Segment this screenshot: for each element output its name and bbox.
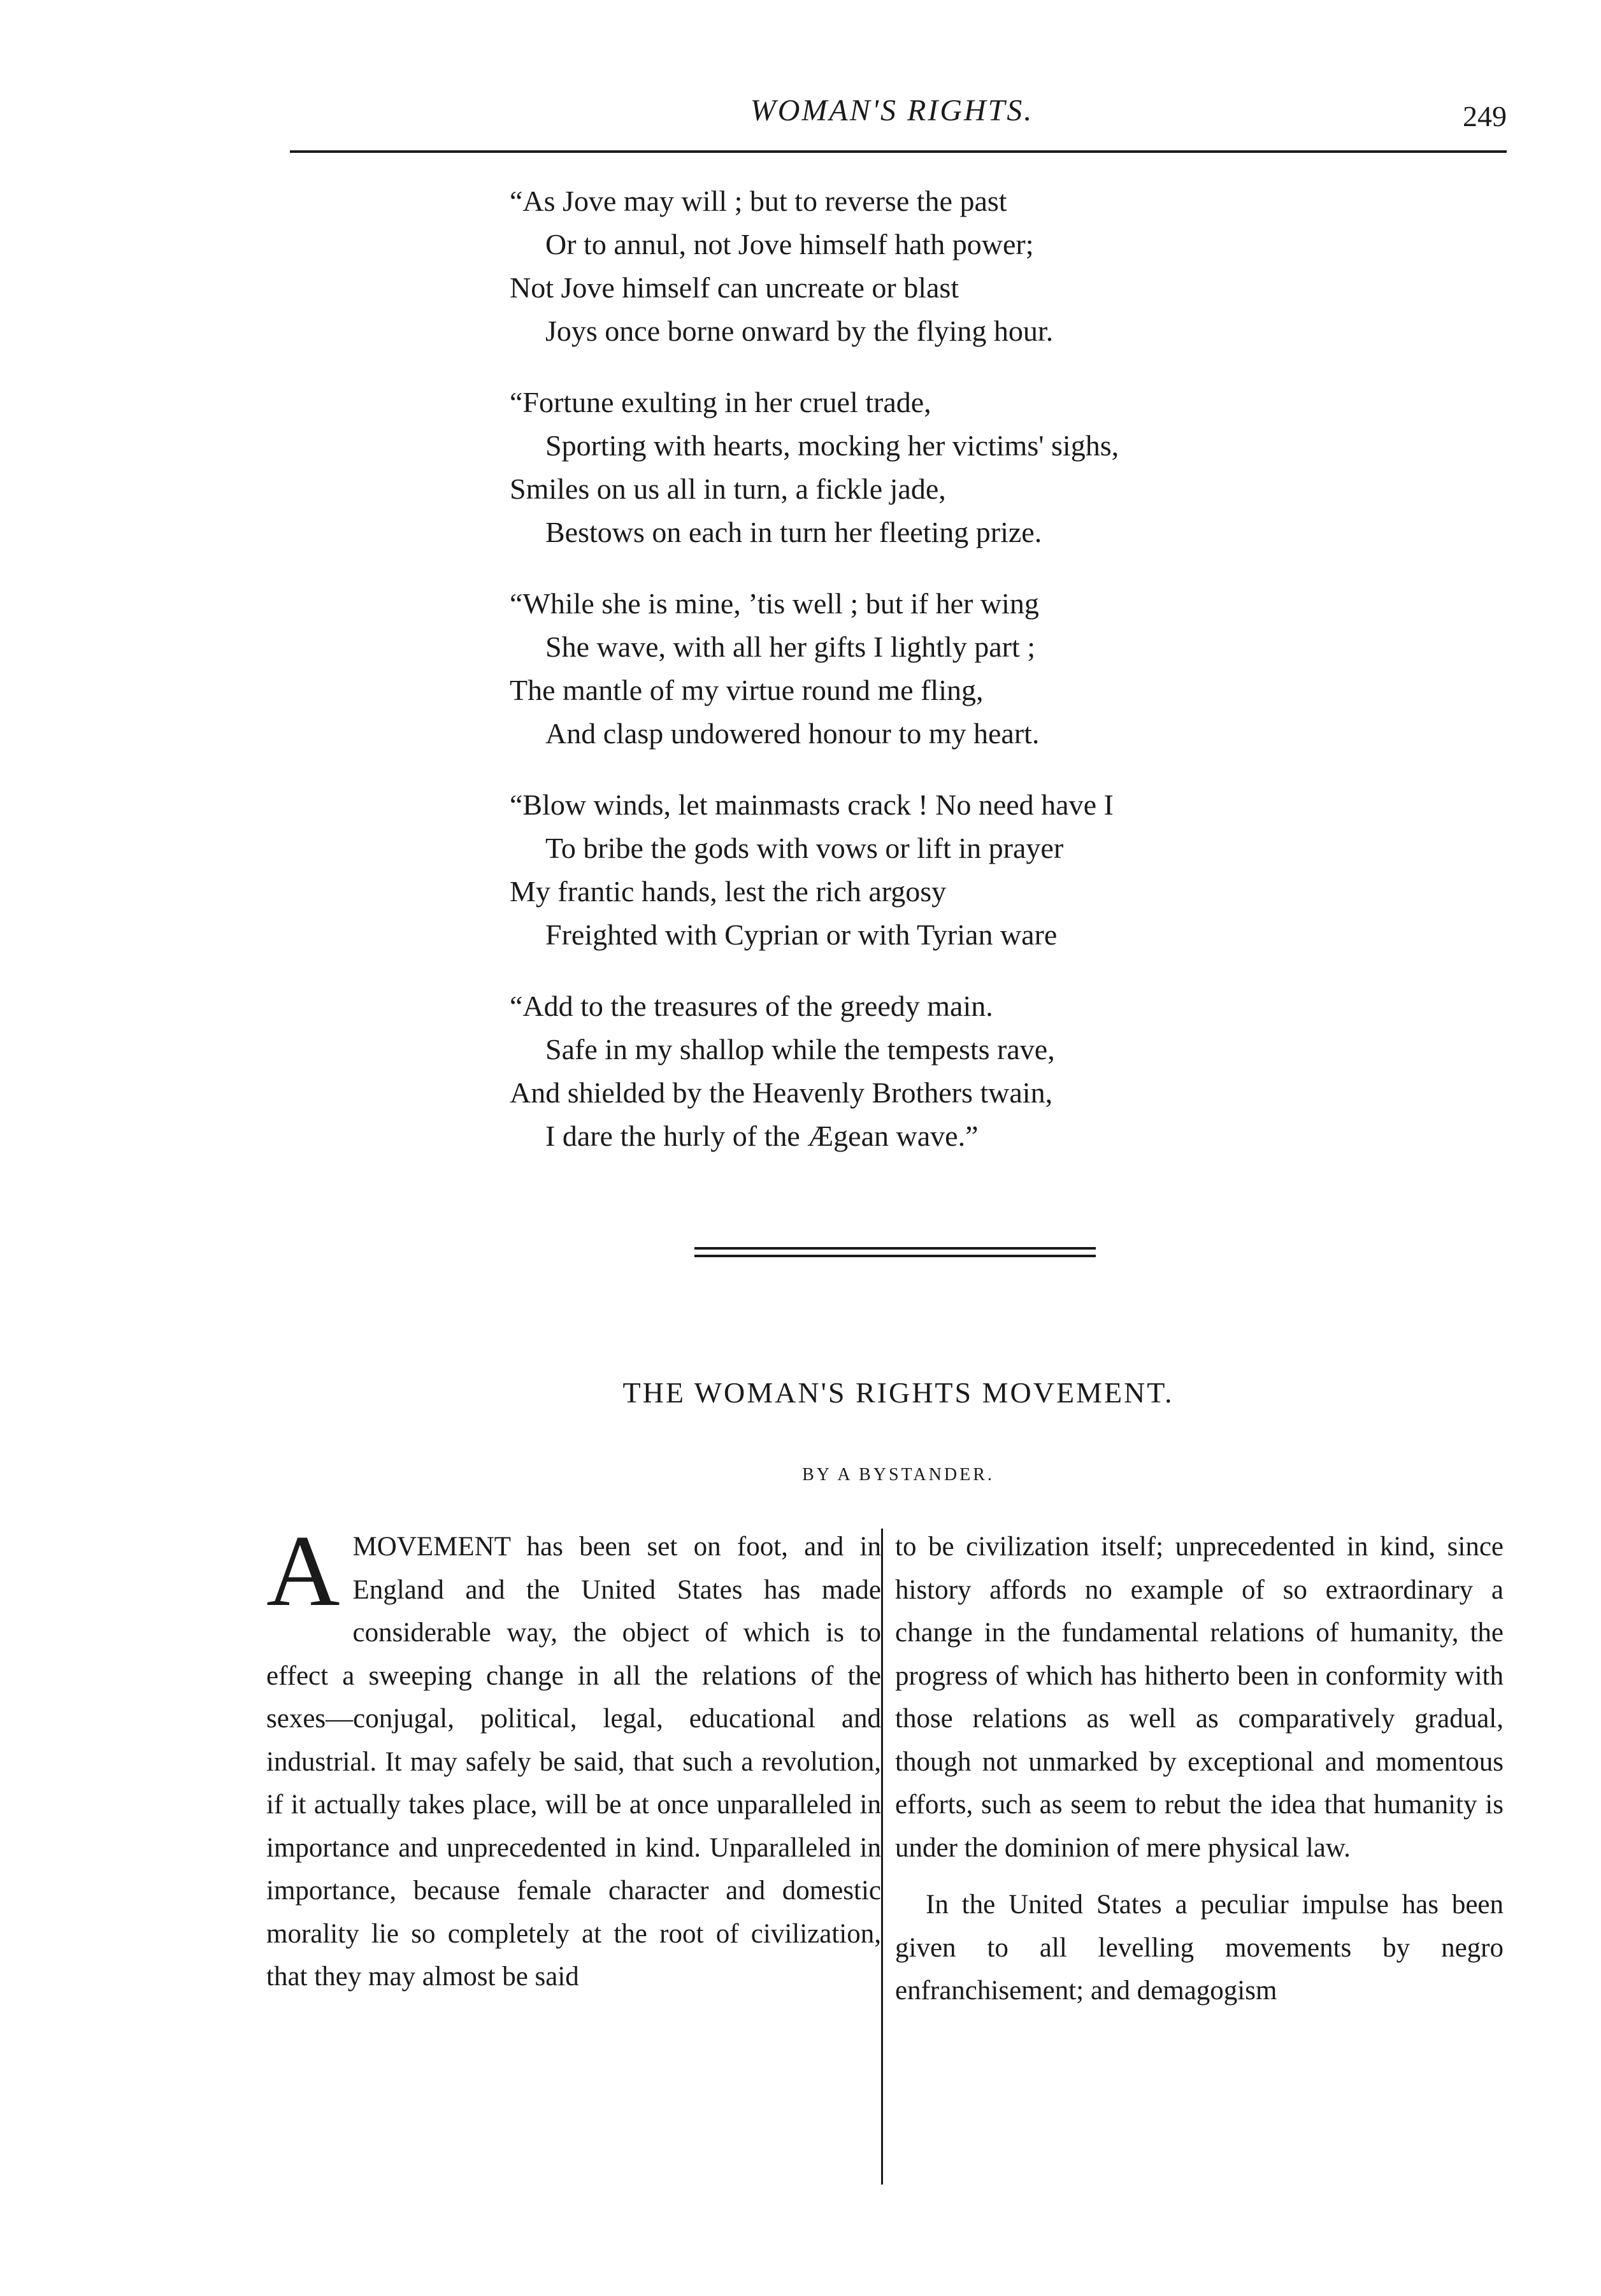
poem-line: Not Jove himself can uncreate or blast <box>510 271 959 304</box>
poem-line: Freighted with Cyprian or with Tyrian ware <box>545 918 1058 951</box>
poem-line: Sporting with hearts, mocking her victims' sighs, <box>545 429 1119 462</box>
article-byline: BY A BYSTANDER. <box>802 1465 994 1485</box>
poem-line: “While she is mine, ’tis well ; but if her wing <box>510 587 1039 620</box>
poem-line: Smiles on us all in turn, a fickle jade, <box>510 473 946 505</box>
divider-rule-top <box>694 1247 1096 1250</box>
running-title: WOMAN'S RIGHTS. <box>750 94 1034 127</box>
column-rule <box>881 1529 883 2185</box>
poem-line: I dare the hurly of the Ægean wave.” <box>545 1120 979 1152</box>
right-column <box>895 1525 1504 2013</box>
page-number: 249 <box>1463 100 1507 132</box>
poem-line: My frantic hands, lest the rich argosy <box>510 875 947 908</box>
poem-line: Bestows on each in turn her fleeting prize. <box>545 516 1042 548</box>
poem-line: “Blow winds, let mainmasts crack ! No need have I <box>510 788 1114 821</box>
poem-line: Joys once borne onward by the flying hour. <box>545 315 1054 347</box>
header-rule <box>290 150 1507 153</box>
stanza-5 <box>510 985 1338 1158</box>
poem-line: Safe in my shallop while the tempests rave, <box>545 1033 1055 1066</box>
drop-cap: A <box>266 1514 340 1627</box>
stanza-4 <box>510 783 1338 957</box>
poem-line: And shielded by the Heavenly Brothers twain, <box>510 1076 1053 1109</box>
left-column <box>266 1514 881 1999</box>
poem-line: “Add to the treasures of the greedy main. <box>510 990 993 1022</box>
running-header <box>290 82 1507 152</box>
stanza-1 <box>510 180 1338 353</box>
paragraph-text: MOVEMENT has been set on foot, and in England and the United States has made considerable way, the object of which is to effect a sweeping change in all the relations of the sexes—conjugal, political, legal, educational and industrial. It may safely be said, that such a revolution, if it actually takes place, will be at once unparalleled in importance and unprecedented in kind. Unparalleled in importance, because female character and domestic morality lie so completely at the root of civilization, that they may almost be said <box>266 1532 881 1992</box>
paragraph: In the United States a peculiar impulse has been given to all levelling movements by negro enfranchisement; and demagogism <box>895 1890 1504 2006</box>
stanza-3 <box>510 582 1338 755</box>
poem-line: And clasp undowered honour to my heart. <box>545 717 1040 750</box>
poem-line: To bribe the gods with vows or lift in prayer <box>545 832 1064 864</box>
stanza-2 <box>510 381 1338 554</box>
poem-line: She wave, with all her gifts I lightly part ; <box>545 631 1036 663</box>
poem-line: Or to annul, not Jove himself hath power; <box>545 228 1034 260</box>
poem <box>510 180 1338 1186</box>
paragraph: to be civilization itself; unprecedented in kind, since history affords no example of so extraordinary a change in the fundamental relations of humanity, the progress of which has hitherto been in conformity with those relations as well as comparatively gradual, though not unmarked by exceptional and momentous efforts, such as seem to rebut the idea that humanity is under the dominion of mere physical law. <box>895 1532 1504 1863</box>
article-title: THE WOMAN'S RIGHTS MOVEMENT. <box>622 1376 1174 1409</box>
divider-rule-bottom <box>694 1255 1096 1257</box>
poem-line: The mantle of my virtue round me fling, <box>510 674 984 706</box>
poem-line: “As Jove may will ; but to reverse the past <box>510 185 1007 217</box>
paragraph <box>266 1514 881 1999</box>
poem-line: “Fortune exulting in her cruel trade, <box>510 386 931 418</box>
section-divider <box>694 1247 1096 1260</box>
